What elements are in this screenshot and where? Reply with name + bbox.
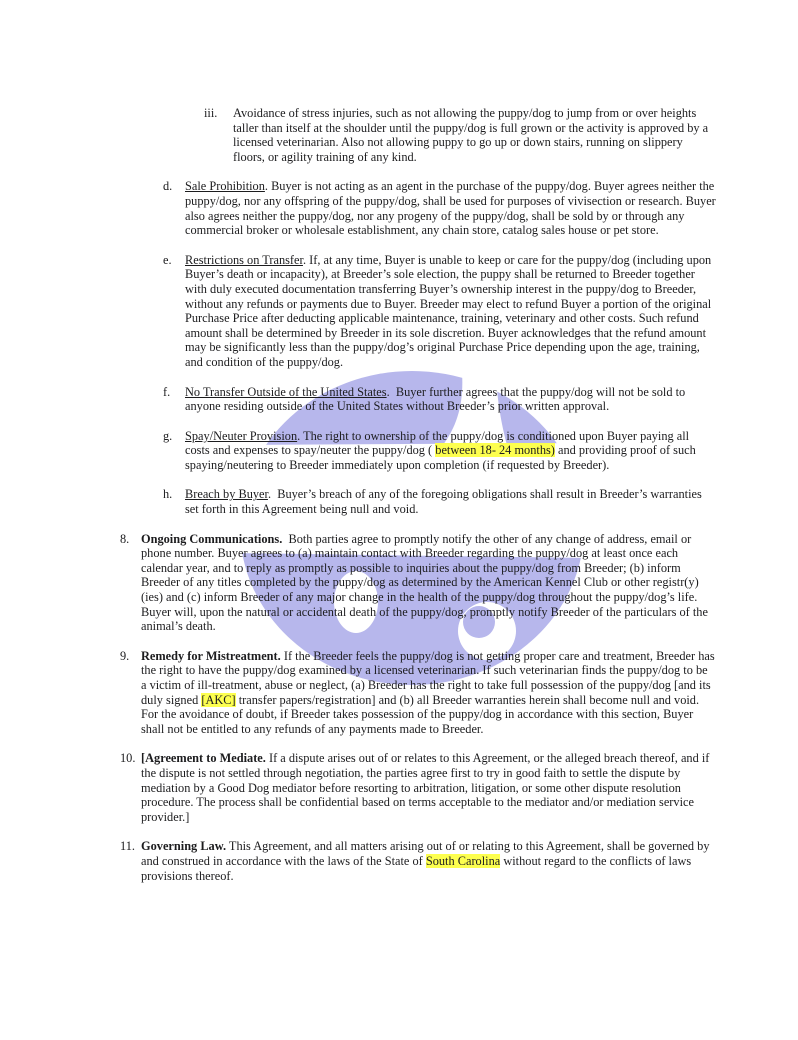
clause-marker: 8. — [120, 531, 130, 546]
clause-heading: Sale Prohibition — [185, 179, 265, 194]
clause-marker: e. — [163, 252, 172, 267]
section-title: [Agreement to Mediate. — [141, 751, 266, 766]
clause-text: Avoidance of stress injuries, such as not allowing the puppy/dog to jump from or over heights taller than itself at the shoulder until the puppy/dog is full grown or the activity is approved by a licensed veterinarian. Also not allowing puppy to go up or down stairs, running on slippery floors, or agility training of any kind. — [233, 106, 712, 164]
clause-heading: No Transfer Outside of the United States — [185, 384, 387, 399]
clause-text: . If, at any time, Buyer is unable to keep or care for the puppy/dog (including upon Buyer’s death or incapacity), at Breeder’s sole election, the puppy shall be returned to Breeder together with duly executed documentation transferring Buyer’s ownership interest in the puppy/dog to Breeder, without any refunds or payments due to Buyer. Breeder may elect to refund Buyer a portion of the original Purchase Price after deducting applicable maintenance, training, veterinary and other costs. Such refund amount shall be determined by Breeder in its sole discretion. Buyer acknowledges that the refund amount may be significantly less than the puppy/dog’s original Purchase Price depending upon the age, training, and condition of the puppy/dog. — [185, 252, 715, 369]
clause-text: and providing proof of such spaying/neutering to Breeder immediately upon completion (if requested by Breeder). — [185, 443, 699, 472]
clause-marker: h. — [163, 487, 173, 502]
clause-marker: iii. — [204, 106, 218, 120]
clause-marker: g. — [163, 428, 173, 443]
clause-body — [185, 179, 719, 238]
clause-text: without regard to the conflicts of laws provisions thereof. — [141, 853, 695, 883]
clause-heading: Breach by Buyer — [185, 487, 268, 502]
clause-text: . Buyer further agrees that the puppy/dog will not be sold to anyone residing outside of the United States without Breeder’s prior written approval. — [185, 384, 689, 414]
section-title: Remedy for Mistreatment. — [141, 648, 281, 663]
clause-text: This Agreement, and all matters arising out of or relating to this Agreement, shall be governed by and construed in accordance with the laws of the State of — [141, 839, 713, 868]
clause-body — [185, 429, 716, 473]
clause-body — [233, 106, 716, 164]
clause-body — [141, 532, 716, 634]
clause-body — [141, 649, 716, 737]
clause-marker: f. — [163, 384, 171, 399]
section-title: Ongoing Communications. — [141, 531, 283, 546]
clause-marker: d. — [163, 179, 173, 194]
agreement-text — [0, 106, 798, 898]
clause-marker: 10. — [120, 751, 136, 766]
clause-body — [141, 751, 716, 824]
clause-iii — [204, 106, 798, 164]
clause-g — [163, 429, 798, 473]
clause-10 — [120, 751, 798, 824]
clause-8 — [120, 532, 798, 634]
clause-body — [141, 839, 716, 883]
clause-body — [185, 253, 716, 370]
clause-heading: Spay/Neuter Provision — [185, 428, 298, 443]
clause-text: If a dispute arises out of or relates to this Agreement, or the alleged breach thereof, and if the dispute is not settled through negotiation, the parties agree first to try in good faith to settle the dispute by mediation by a Good Dog mediator before resorting to arbitration, litigation, or some other dispute resolution procedure. The process shall be confidential based on terms acceptable to the mediator and/or mediation service provider.] — [141, 751, 713, 824]
highlighted-text: [AKC] — [201, 692, 236, 707]
highlighted-text: between 18- 24 months) — [435, 443, 555, 458]
clause-e — [163, 253, 798, 370]
clause-heading: Restrictions on Transfer — [185, 252, 303, 267]
clause-body — [185, 487, 716, 516]
clause-text: transfer papers/registration] and (b) all Breeder warranties herein shall become null and void. For the avoidance of doubt, if Breeder takes possession of the puppy/dog in accordance with this section, Buyer shall not be entitled to any refunds of any payments made to Breeder. — [141, 692, 703, 736]
clause-marker: 9. — [120, 648, 130, 663]
highlighted-text: South Carolina — [425, 853, 501, 868]
clause-9 — [120, 649, 798, 737]
clause-text: Both parties agree to promptly notify the other of any change of address, email or phone number. Buyer agrees to (a) maintain contact with Breeder regarding the puppy/dog at least once each calendar year, and to reply as promptly as possible to inquiries about the puppy/dog from Breeder; (b) inform Breeder of any titles completed by the puppy/dog as determined by the American Kennel Club or other registr(y)(ies) and (c) inform Breeder of any major change in the health of the puppy/dog throughout the puppy/dog’s life. Buyer will, upon the natural or accidental death of the puppy/dog, promptly notify Breeder of the particulars of the animal’s death. — [141, 531, 712, 634]
clause-marker: 11. — [120, 839, 135, 854]
clause-11 — [120, 839, 798, 883]
clause-h — [163, 487, 798, 516]
section-title: Governing Law. — [141, 839, 227, 854]
clause-text: . Buyer’s breach of any of the foregoing obligations shall result in Breeder’s warranties set forth in this Agreement being null and void. — [185, 487, 705, 517]
clause-text: If the Breeder feels the puppy/dog is not getting proper care and treatment, Breeder has the right to have the puppy/dog examined by a licensed veterinarian. If such veterinarian finds the puppy/dog to be a victim of ill-treatment, abuse or neglect, (a) Breeder has the right to take full possession of the puppy/dog [and its duly signed — [141, 648, 718, 707]
clause-f — [163, 385, 798, 414]
clause-text: . The right to ownership of the puppy/dog is conditioned upon Buyer paying all costs and expenses to spay/neuter the puppy/dog ( — [185, 428, 693, 458]
clause-body — [185, 385, 716, 414]
clause-d — [163, 179, 798, 237]
clause-text: . Buyer is not acting as an agent in the purchase of the puppy/dog. Buyer agrees neither the puppy/dog, nor any offspring of the puppy/dog, shall be used for purposes of vivisection or research. Buyer also agrees neither the puppy/dog, nor any progeny of the puppy/dog, shall be sold by or through any commercial broker or wholesale establishment, any chain store, catalog sales house or pet store. — [185, 179, 719, 238]
